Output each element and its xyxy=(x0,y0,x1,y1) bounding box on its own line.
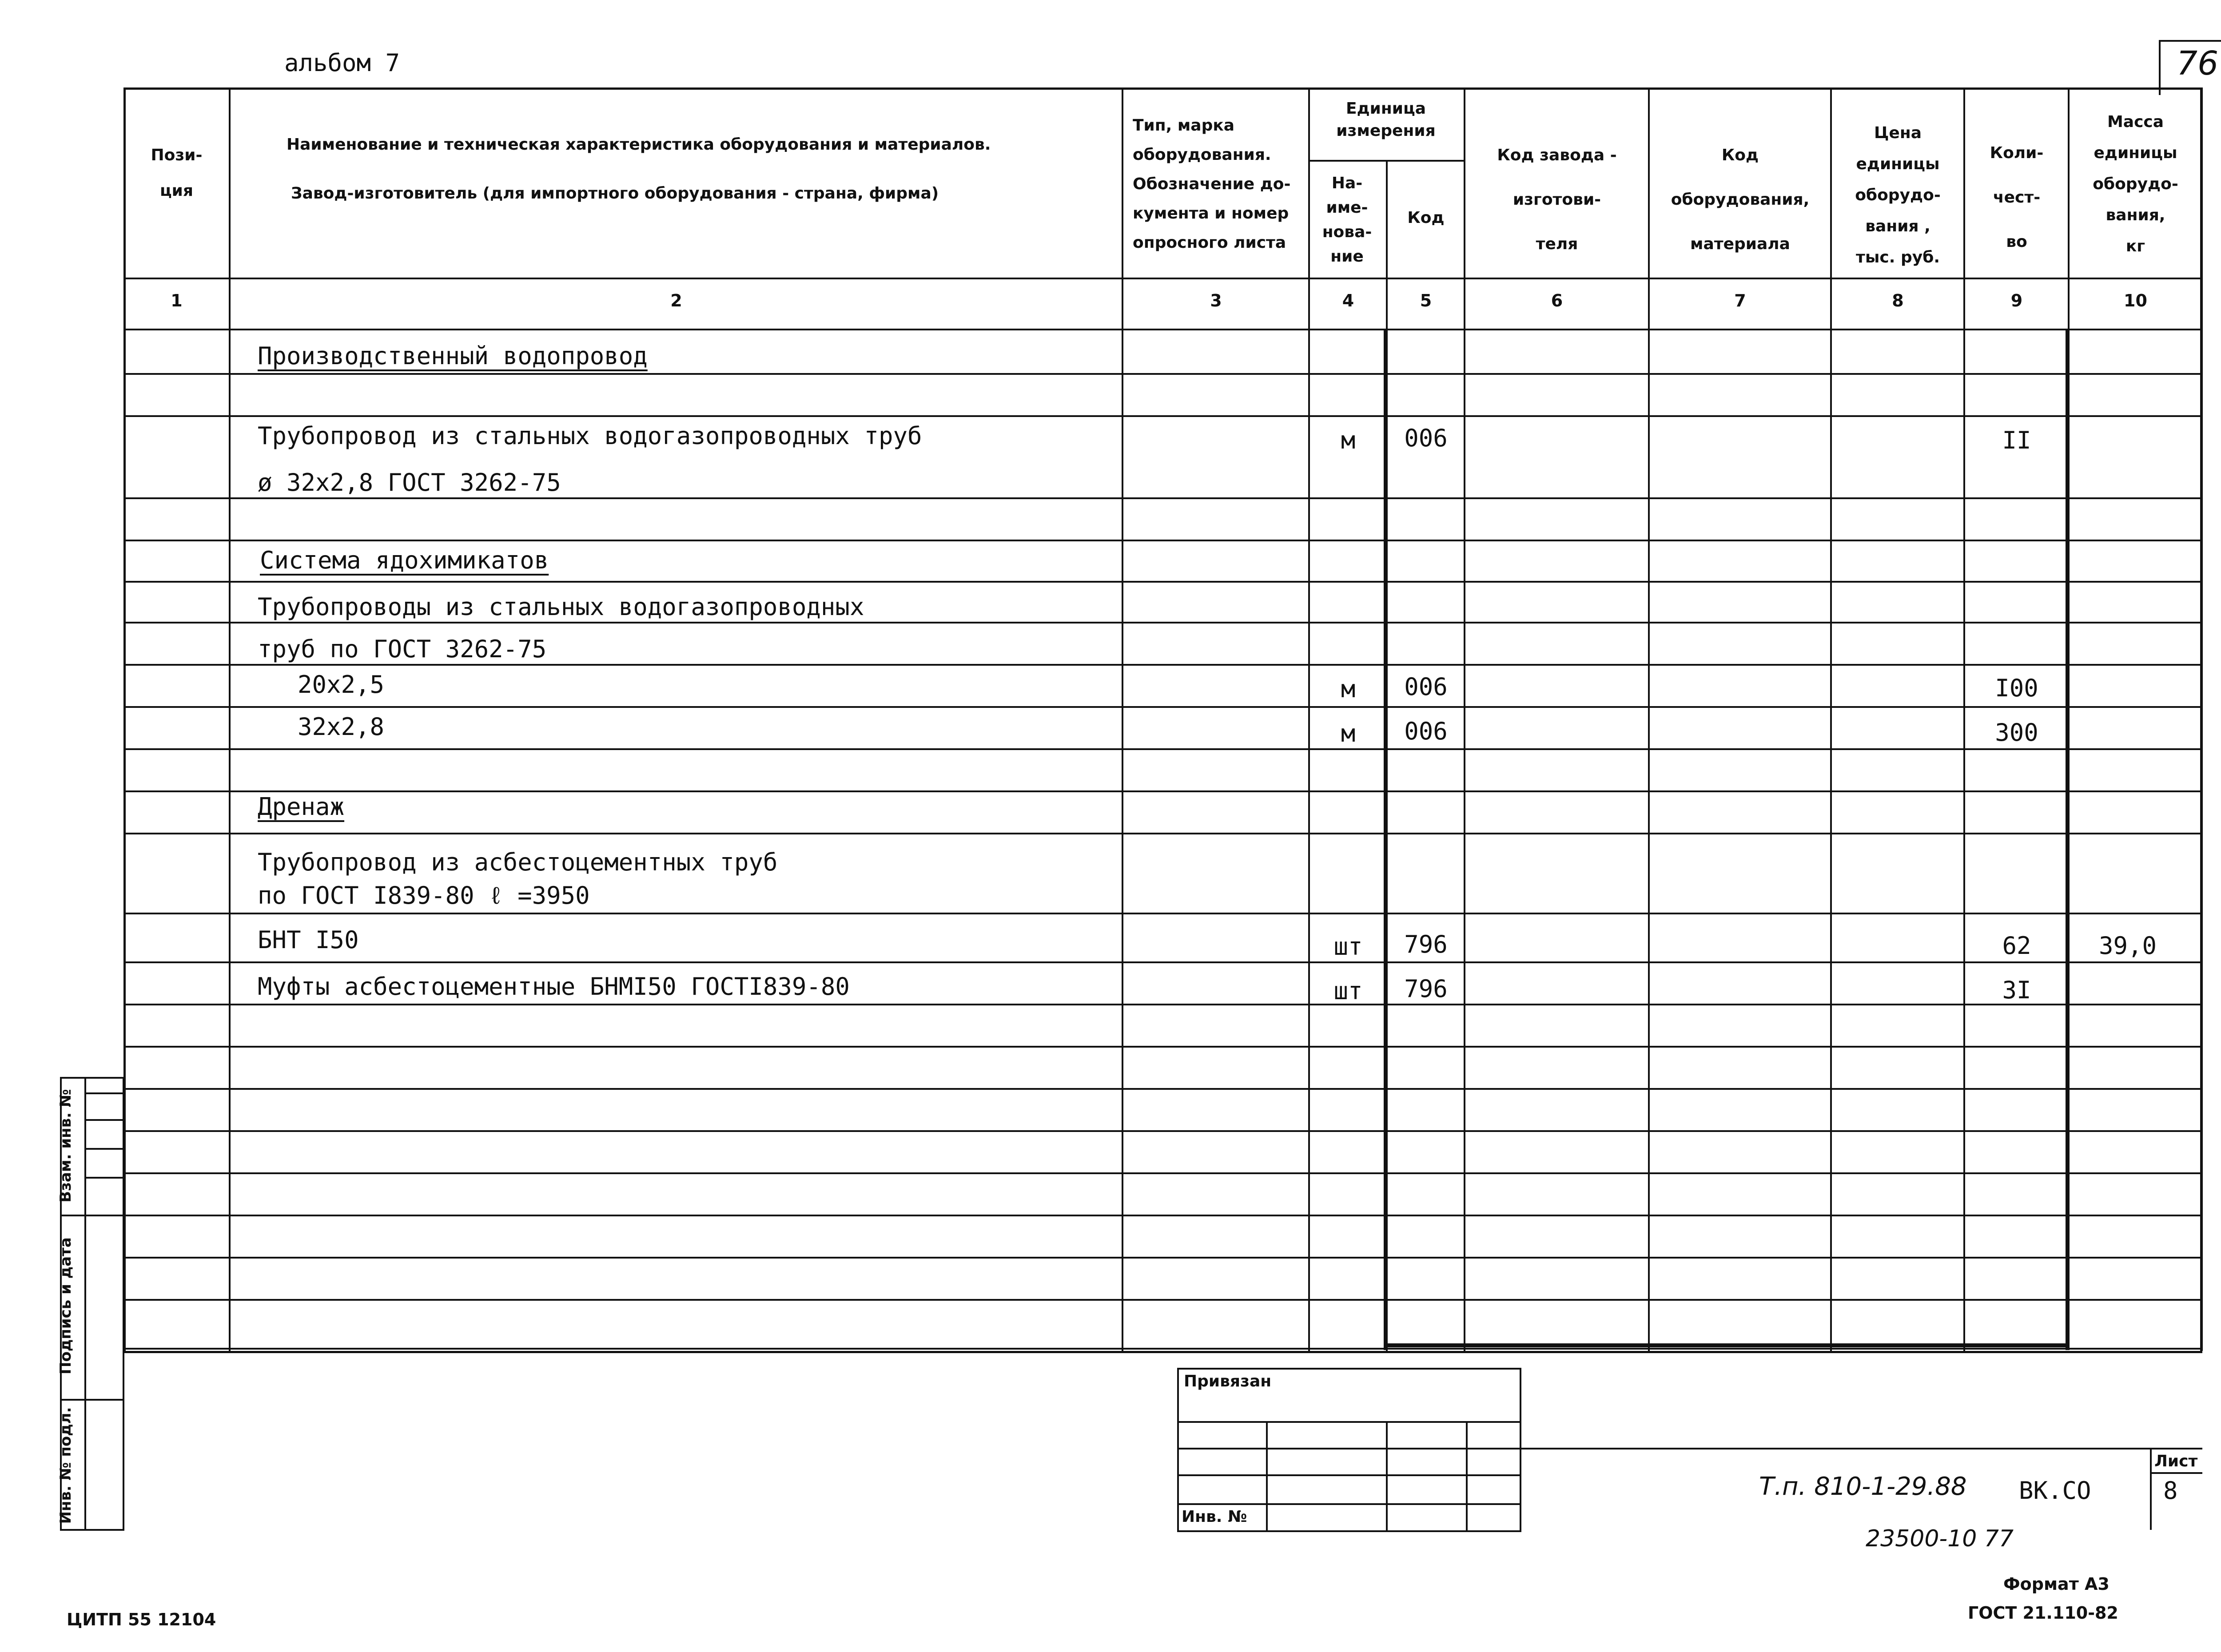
colnum-2: 2 xyxy=(670,291,682,310)
side-strip-divider xyxy=(84,1077,86,1531)
corner-page-number: 76 xyxy=(2177,44,2219,83)
row-line xyxy=(123,748,2202,750)
colnum-10: 10 xyxy=(2124,291,2147,310)
row-line xyxy=(123,581,2202,583)
row-line xyxy=(123,373,2202,375)
row-line xyxy=(123,913,2202,914)
printer-label: ЦИТП 55 12104 xyxy=(67,1610,216,1629)
side-strip-tick xyxy=(84,1092,124,1094)
row-qty: I00 xyxy=(1995,674,2038,702)
row-code: 006 xyxy=(1404,673,1448,701)
row-code: 796 xyxy=(1404,930,1448,958)
row-name: Трубопроводы из стальных водогазопроводных xyxy=(258,593,864,621)
col-divider-7 xyxy=(1830,87,1832,1351)
row-line xyxy=(123,1257,2202,1259)
gost-label: ГОСТ 21.110-82 xyxy=(1968,1603,2118,1623)
row-mass: 39,0 xyxy=(2098,932,2157,960)
row-line xyxy=(123,1046,2202,1048)
side-label-replace: Взам. инв. № xyxy=(57,1089,75,1203)
col-divider-10 xyxy=(2201,87,2203,1351)
doc-code: Т.п. 810-1-29.88 xyxy=(1759,1472,1967,1501)
row-unit: шт xyxy=(1333,933,1363,961)
thick-left xyxy=(1384,330,1388,1350)
row-line xyxy=(123,622,2202,623)
row-line xyxy=(123,1299,2202,1301)
row-name: ø 32x2,8 ГОСТ 3262-75 xyxy=(258,469,561,496)
row-line xyxy=(123,790,2202,792)
row-line xyxy=(123,1215,2202,1216)
handwritten-number: 23500-10 77 xyxy=(1866,1525,2014,1552)
row-unit: м xyxy=(1341,426,1356,454)
stamp-vline xyxy=(1466,1421,1468,1532)
side-strip-line xyxy=(60,1215,124,1216)
header-c3: Тип, марка оборудования. Обозначение до- кумента и номер опросного листа xyxy=(1133,116,1291,252)
colnum-4: 4 xyxy=(1342,291,1354,310)
col-divider-2 xyxy=(1122,87,1123,1351)
row-qty: 300 xyxy=(1995,719,2038,747)
row-line xyxy=(123,1348,2202,1350)
stamp-vline xyxy=(1266,1421,1268,1532)
thick-right xyxy=(2066,330,2070,1350)
side-strip-tick xyxy=(84,1148,124,1150)
side-strip-tick xyxy=(84,1177,124,1179)
row-name: Трубопровод из стальных водогазопроводных труб xyxy=(258,422,922,450)
row-line xyxy=(123,664,2202,666)
unit-split-line xyxy=(1308,160,1464,162)
colnum-5: 5 xyxy=(1420,291,1432,310)
header-unit: Единица измерения xyxy=(1336,99,1436,140)
stamp-vline xyxy=(1386,1421,1388,1532)
section-code: ВК.СО xyxy=(2019,1477,2091,1505)
stamp-line xyxy=(1177,1474,1521,1476)
row-line xyxy=(123,833,2202,834)
title-top-line xyxy=(1521,1448,2202,1449)
header-c8: Цена единицы оборудо- вания , тыс. руб. xyxy=(1855,124,1941,266)
sheet-label: Лист xyxy=(2154,1452,2198,1470)
colnum-3: 3 xyxy=(1210,291,1222,310)
row-unit: шт xyxy=(1333,977,1363,1005)
header-c2-line2: Завод-изготовитель (для импортного оборудования - страна, фирма) xyxy=(291,184,939,203)
row-name: по ГОСТ I839-80 ℓ =3950 xyxy=(258,882,590,909)
row-line xyxy=(123,1130,2202,1132)
row-name: труб по ГОСТ 3262-75 xyxy=(258,635,547,663)
header-c9: Коли- чест- во xyxy=(1990,144,2044,251)
header-c7: Код оборудования, материала xyxy=(1671,146,1810,253)
row-name: Трубопровод из асбестоцементных труб xyxy=(258,848,778,876)
row-name: Дренаж xyxy=(258,793,345,821)
side-label-signature: Подпись и дата xyxy=(57,1237,75,1374)
row-line xyxy=(123,706,2202,708)
row-name: Производственный водопровод xyxy=(258,342,648,370)
thick-bottom xyxy=(1384,1343,2070,1347)
format-label: Формат А3 xyxy=(2003,1574,2110,1594)
header-c5: Код xyxy=(1407,209,1445,227)
album-label: альбом 7 xyxy=(284,49,400,77)
col-divider-6 xyxy=(1648,87,1650,1351)
side-strip-tick xyxy=(84,1119,124,1121)
row-code: 006 xyxy=(1404,424,1448,452)
header-c2-line1: Наименование и техническая характеристика оборудования и материалов. xyxy=(287,135,991,154)
row-qty: II xyxy=(2002,426,2031,454)
sheet-box-divider xyxy=(2150,1448,2152,1530)
colnum-bottom-line xyxy=(123,329,2202,330)
header-c1: Пози- ция xyxy=(151,146,203,200)
col-divider-3 xyxy=(1308,87,1310,1351)
row-line xyxy=(123,1004,2202,1005)
sheet-number: 8 xyxy=(2163,1477,2178,1505)
side-label-inventory: Инв. № подл. xyxy=(57,1407,75,1524)
colnum-6: 6 xyxy=(1551,291,1563,310)
colnum-1: 1 xyxy=(171,291,183,310)
row-line xyxy=(123,1088,2202,1090)
stamp-bound-label: Привязан xyxy=(1184,1372,1272,1390)
row-name: БНТ I50 xyxy=(258,926,359,954)
row-line xyxy=(123,540,2202,541)
colnum-8: 8 xyxy=(1892,291,1904,310)
row-code: 796 xyxy=(1404,975,1448,1003)
header-c4: На- име- нова- ние xyxy=(1322,174,1372,266)
stamp-line xyxy=(1177,1503,1521,1505)
row-line xyxy=(123,1172,2202,1174)
stamp-line xyxy=(1177,1448,1521,1449)
row-unit: м xyxy=(1341,719,1356,747)
stamp-line xyxy=(1177,1421,1521,1423)
col-divider-1 xyxy=(229,87,231,1351)
sheet-box-line xyxy=(2150,1472,2202,1474)
col-divider-8 xyxy=(1963,87,1965,1351)
colnum-9: 9 xyxy=(2010,291,2023,310)
row-name: Муфты асбестоцементные БНМI50 ГОСТI839-80 xyxy=(258,973,850,1001)
row-qty: 3I xyxy=(2002,976,2031,1004)
row-qty: 62 xyxy=(2002,932,2031,960)
header-c6: Код завода - изготови- теля xyxy=(1497,146,1617,253)
row-code: 006 xyxy=(1404,717,1448,745)
row-name: 32x2,8 xyxy=(298,713,385,741)
row-name: 20x2,5 xyxy=(298,671,385,699)
row-line xyxy=(123,961,2202,963)
col-divider-5 xyxy=(1464,87,1465,1351)
row-name: Система ядохимикатов xyxy=(260,546,549,574)
header-bottom-line xyxy=(123,278,2202,279)
header-c10: Масса единицы оборудо- вания, кг xyxy=(2093,113,2178,255)
col-divider-9 xyxy=(2068,87,2070,330)
colnum-7: 7 xyxy=(1734,291,1746,310)
row-line xyxy=(123,497,2202,499)
stamp-inv-label: Инв. № xyxy=(1182,1508,1247,1526)
row-line xyxy=(123,415,2202,417)
row-unit: м xyxy=(1341,675,1356,703)
